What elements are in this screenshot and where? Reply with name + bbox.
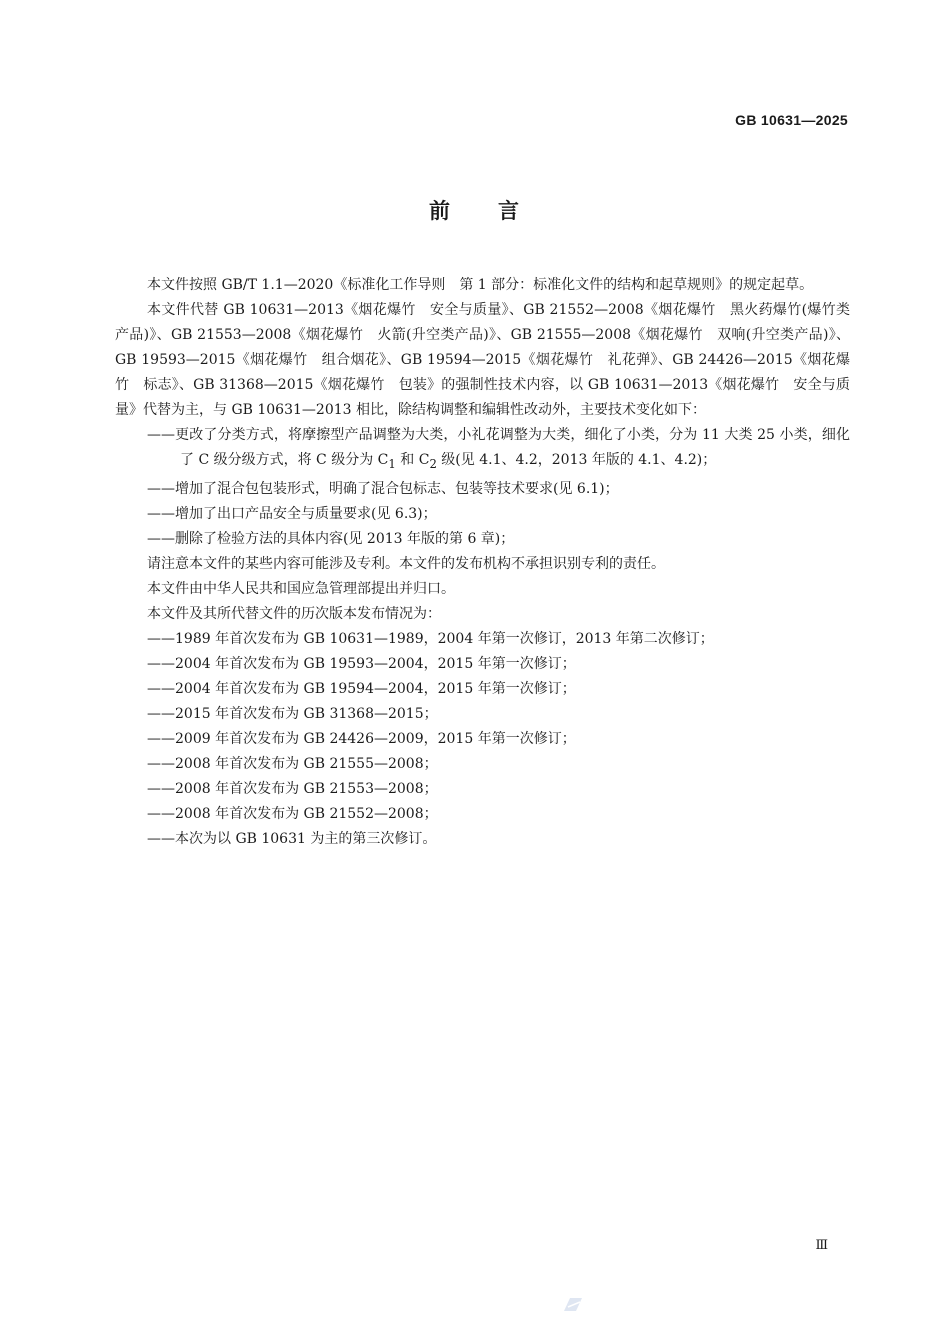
paragraph-drafting-rule: 本文件按照 GB/T 1.1—2020《标准化工作导则 第 1 部分：标准化文件的结构和起草规则》的规定起草。: [147, 277, 814, 293]
history-item: ——2004 年首次发布为 GB 19594—2004，2015 年第一次修订；: [147, 680, 576, 697]
standard-code: GB 10631—2025: [735, 112, 848, 128]
history-item: ——2008 年首次发布为 GB 21552—2008；: [147, 805, 438, 822]
history-item: ——2004 年首次发布为 GB 19593—2004，2015 年第一次修订；: [147, 655, 576, 672]
history-item: ——2009 年首次发布为 GB 24426—2009，2015 年第一次修订；: [147, 730, 576, 747]
subscript-c1: 1: [388, 456, 396, 471]
foreword-body: [115, 273, 850, 852]
history-item: ——2015 年首次发布为 GB 31368—2015；: [147, 705, 438, 722]
change-item-test-method: ——删除了检验方法的具体内容(见 2013 年版的第 6 章)；: [147, 530, 515, 547]
change-item-mixed-package: ——增加了混合包包装形式，明确了混合包标志、包装等技术要求(见 6.1)；: [147, 480, 619, 497]
note-history-intro: 本文件及其所代替文件的历次版本发布情况为：: [147, 605, 441, 622]
history-item: ——1989 年首次发布为 GB 10631—1989，2004 年第一次修订，2013 年第二次修订；: [147, 630, 714, 647]
history-item: ——2008 年首次发布为 GB 21555—2008；: [147, 755, 438, 772]
note-patent: 请注意本文件的某些内容可能涉及专利。本文件的发布机构不承担识别专利的责任。: [147, 555, 665, 572]
page-number: Ⅲ: [815, 1237, 828, 1252]
note-proposer: 本文件由中华人民共和国应急管理部提出并归口。: [147, 580, 455, 597]
change-item-export: ——增加了出口产品安全与质量要求(见 6.3)；: [147, 505, 437, 522]
sac-logo-icon: [560, 1295, 586, 1315]
history-item: ——2008 年首次发布为 GB 21553—2008；: [147, 780, 438, 797]
paragraph-replacement: 本文件代替 GB 10631—2013《烟花爆竹 安全与质量》、GB 21552—2008《烟花爆竹 黑火药爆竹(爆竹类产品)》、GB 21553—2008《烟花爆竹 火箭(升空类产品)》、GB 21555—2008《烟花爆竹 双响(升空类产品)》、GB 19593—2015《烟花爆竹 组合烟花》、GB 19594—2015《烟花爆竹 礼花弹》、GB 24426—2015《烟花爆竹 标志》、GB 31368—2015《烟花爆竹 包装》的强制性技术内容，以 GB 10631—2013《烟花爆竹 安全与质量》代替为主，与 GB 10631—2013 相比，除结构调整和编辑性改动外，主要技术变化如下：: [115, 302, 850, 418]
change-item-classification: ——更改了分类方式，将摩擦型产品调整为大类，小礼花调整为大类，细化了小类，分为 11 大类 25 小类，细化了 C 级分级方式，将 C 级分为 $C_1$ 和 $C_2$ 级(见 4.1、4.2，2013 年版的 4.1、4.2)；: [147, 427, 850, 471]
title-char-1: 前: [429, 199, 452, 223]
page-title: [0, 195, 950, 225]
subscript-c2: 2: [429, 456, 437, 471]
title-char-2: 言: [498, 199, 521, 223]
history-item: ——本次为以 GB 10631 为主的第三次修订。: [147, 830, 437, 847]
